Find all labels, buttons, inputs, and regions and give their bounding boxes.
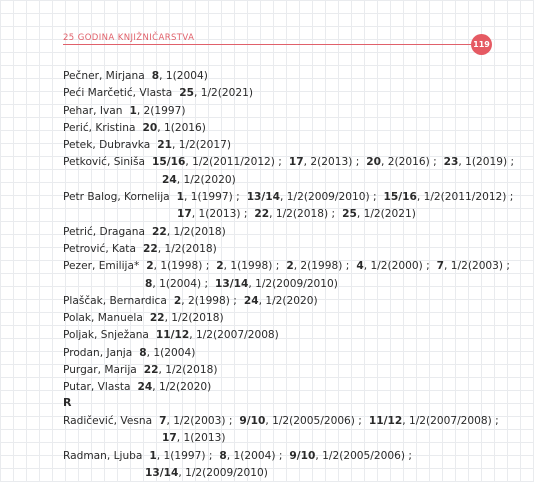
issue-year: , 1(2013) ; — [191, 208, 248, 221]
volume-number: 23 — [443, 156, 459, 169]
issue-year: , 1(1997) ; — [156, 449, 213, 462]
author-name: Prodan, Janja — [63, 346, 133, 359]
issue-year: , 1/2(2000) ; — [363, 260, 430, 273]
index-entry — [63, 327, 473, 344]
issue-year: , 1/2(2018) ; — [269, 208, 336, 221]
volume-number: 2 — [146, 260, 154, 273]
volume-number: 11/12 — [155, 329, 190, 342]
author-name: Petković, Siniša — [63, 156, 146, 169]
issue-year: , 1/2(2018) — [166, 225, 226, 238]
volume-number: 2 — [286, 260, 294, 273]
issue-year: , 1/2(2009/2010) — [178, 466, 268, 479]
issue-year: , 1(2004) — [146, 346, 196, 359]
volume-number: 8 — [145, 277, 153, 290]
issue-year: , 1/2(2003) ; — [166, 415, 233, 427]
index-entry — [63, 362, 473, 379]
volume-number: 7 — [436, 260, 445, 273]
issue-year: , 1(2004) ; — [152, 277, 209, 290]
issue-year: , 1/2(2009/2010) — [248, 277, 338, 290]
index-entry — [63, 224, 473, 241]
volume-number: 4 — [356, 260, 364, 273]
issue-year: , 1(2004) ; — [226, 449, 283, 462]
volume-number: 8 — [139, 346, 147, 359]
issue-year: , 2(1998) ; — [293, 260, 350, 273]
issue-year: , 1/2(2005/2006) ; — [265, 415, 362, 427]
author-name: Petrić, Dragana — [63, 225, 145, 238]
index-entry — [63, 413, 499, 430]
index-entry-continuation — [63, 172, 473, 189]
author-name: Putar, Vlasta — [63, 381, 131, 394]
volume-number: 20 — [366, 156, 382, 169]
issue-year: , 1(1997) ; — [184, 191, 240, 204]
issue-year: , 1(2004) — [159, 70, 208, 82]
author-index-p — [63, 68, 515, 397]
issue-year: , 1/2(2021) — [356, 208, 416, 221]
author-name: Purgar, Marija — [63, 364, 137, 377]
volume-number: 9/10 — [239, 415, 266, 427]
author-name: Petr Balog, Kornelija — [63, 191, 170, 204]
issue-year: , 1/2(2007/2008) — [189, 329, 279, 342]
index-entry-continuation — [63, 206, 473, 223]
volume-number: 15/16 — [383, 191, 417, 204]
index-entry — [63, 68, 473, 85]
index-entry — [63, 137, 473, 154]
index-entry — [63, 120, 473, 137]
index-entry — [63, 258, 510, 275]
issue-year: , 2(1997) — [136, 104, 186, 117]
volume-number: 13/14 — [246, 191, 281, 204]
index-entry — [63, 241, 473, 258]
issue-year: , 2(2016) ; — [381, 156, 437, 169]
volume-number: 24 — [162, 173, 177, 186]
issue-year: , 1/2(2007/2008) ; — [402, 415, 499, 427]
volume-number: 13/14 — [145, 466, 179, 479]
running-header: 25 GODINA KNJIŽNIČARSTVA — [63, 33, 195, 43]
volume-number: 11/12 — [368, 415, 403, 427]
volume-number: 7 — [159, 415, 167, 427]
volume-number: 13/14 — [215, 277, 249, 290]
issue-year: , 1/2(2005/2006) ; — [315, 449, 412, 462]
volume-number: 17 — [162, 432, 177, 445]
index-entry — [63, 293, 473, 310]
author-name: Petek, Dubravka — [63, 139, 151, 152]
author-name: Pezer, Emilija* — [63, 260, 140, 273]
author-name: Petrović, Kata — [63, 242, 136, 255]
author-name: Radičević, Vesna — [63, 415, 153, 427]
volume-number: 25 — [179, 87, 195, 100]
index-entry-continuation — [63, 276, 473, 293]
issue-year: , 1(1998) ; — [153, 260, 210, 273]
index-entry — [63, 154, 515, 171]
issue-year: , 1(2019) ; — [458, 156, 515, 169]
volume-number: 22 — [142, 242, 158, 255]
author-name: Pehar, Ivan — [63, 104, 123, 117]
volume-number: 2 — [173, 294, 182, 307]
issue-year: , 1/2(2009/2010) ; — [280, 191, 377, 204]
volume-number: 1 — [149, 449, 157, 462]
volume-number: 21 — [157, 139, 172, 152]
volume-number: 1 — [129, 104, 137, 117]
issue-year: , 1/2(2003) ; — [444, 260, 510, 273]
index-entry-continuation — [63, 430, 473, 447]
issue-year: , 1/2(2020) — [258, 294, 318, 307]
issue-year: , 1/2(2021) — [194, 87, 254, 100]
volume-number: 2 — [216, 260, 224, 273]
volume-number: 24 — [137, 381, 153, 394]
author-name: Pečner, Mirjana — [63, 70, 145, 82]
author-name: Plaščak, Bernardica — [63, 294, 167, 307]
volume-number: 17 — [177, 208, 192, 221]
issue-year: , 1(2013) — [176, 432, 226, 445]
index-entry — [63, 345, 473, 362]
issue-year: , 1/2(2011/2012) ; — [185, 156, 282, 169]
volume-number: 25 — [342, 208, 357, 221]
author-name: Polak, Manuela — [63, 312, 143, 325]
volume-number: 17 — [288, 156, 304, 169]
issue-year: , 1/2(2017) — [171, 139, 231, 152]
page-number-badge: 119 — [471, 34, 492, 55]
volume-number: 8 — [151, 70, 160, 82]
volume-number: 22 — [151, 225, 167, 238]
volume-number: 20 — [142, 121, 158, 134]
issue-year: , 1/2(2018) — [157, 242, 217, 255]
issue-year: , 1(1998) ; — [223, 260, 280, 273]
author-name: Radman, Ljuba — [63, 449, 143, 462]
volume-number: 22 — [254, 208, 270, 221]
header-rule — [63, 44, 475, 45]
volume-number: 24 — [243, 294, 259, 307]
index-entry — [63, 189, 514, 206]
issue-year: , 1(2016) — [157, 121, 206, 134]
issue-year: , 2(1998) ; — [181, 294, 237, 307]
issue-year: , 1/2(2011/2012) ; — [416, 191, 514, 204]
volume-number: 22 — [143, 364, 159, 377]
issue-year: , 1/2(2018) — [164, 312, 224, 325]
author-name: Poljak, Snježana — [63, 329, 149, 342]
author-name: Perić, Kristina — [63, 121, 136, 134]
volume-number: 8 — [219, 449, 227, 462]
issue-year: , 1/2(2018) — [158, 364, 218, 377]
volume-number: 9/10 — [289, 449, 316, 462]
index-entry-continuation — [63, 465, 473, 482]
section-letter: R — [63, 396, 72, 409]
author-index-r — [63, 413, 499, 482]
index-entry — [63, 103, 473, 120]
volume-number: 15/16 — [152, 156, 186, 169]
index-entry — [63, 379, 473, 396]
volume-number: 22 — [149, 312, 165, 325]
author-name: Peći Marčetić, Vlasta — [63, 87, 173, 100]
issue-year: , 2(2013) ; — [303, 156, 360, 169]
index-entry — [63, 85, 473, 102]
issue-year: , 1/2(2020) — [152, 381, 212, 394]
volume-number: 1 — [176, 191, 185, 204]
index-entry — [63, 310, 473, 327]
issue-year: , 1/2(2020) — [176, 173, 236, 186]
